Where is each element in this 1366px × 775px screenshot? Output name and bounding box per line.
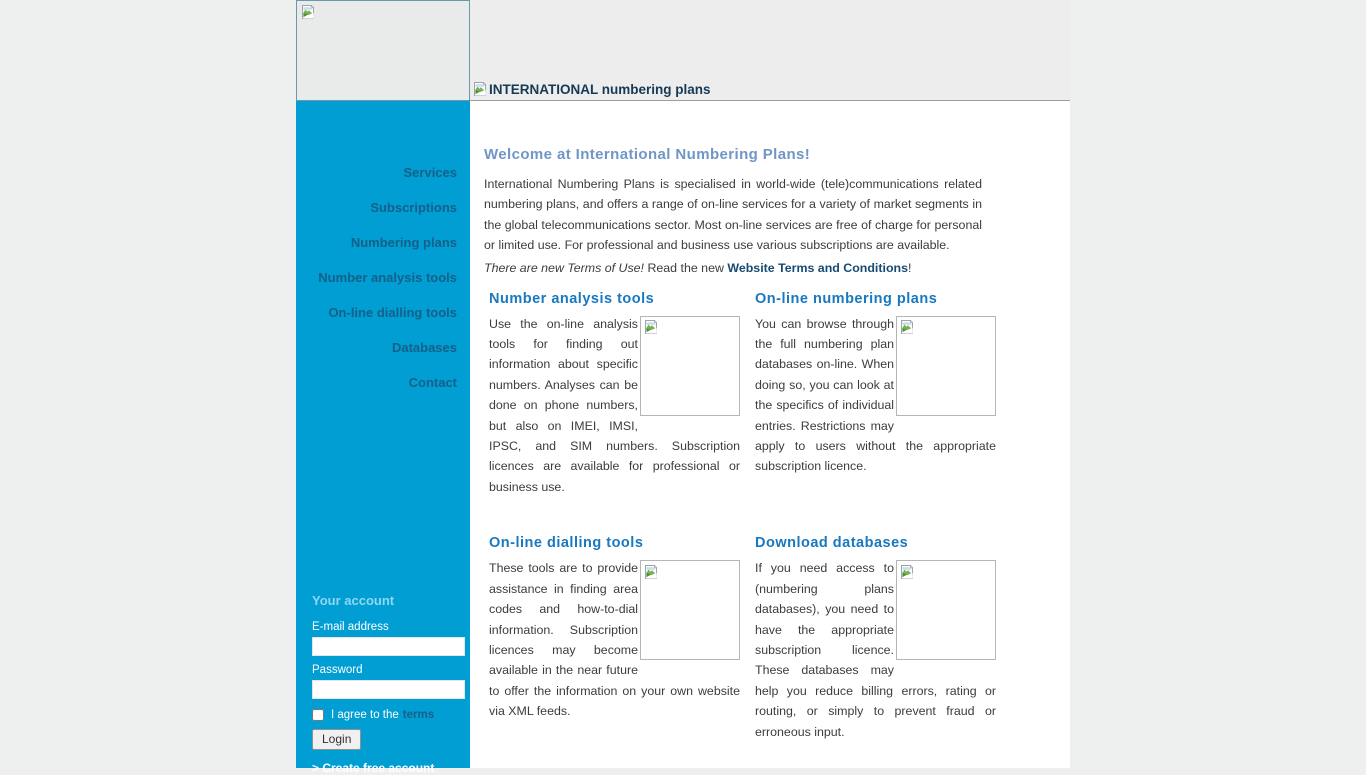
image-placeholder bbox=[640, 560, 740, 660]
broken-image-icon bbox=[643, 564, 659, 580]
section-title[interactable]: Number analysis tools bbox=[489, 290, 655, 307]
sidebar-item-online-dialling-tools[interactable]: On-line dialling tools bbox=[328, 305, 457, 320]
sidebar-item-contact[interactable]: Contact bbox=[408, 375, 457, 390]
terms-notice-suffix: ! bbox=[907, 260, 912, 275]
broken-image-icon bbox=[899, 319, 915, 335]
terms-notice-italic: There are new Terms of Use! bbox=[484, 260, 644, 275]
sidebar-item-number-analysis-tools[interactable]: Number analysis tools bbox=[318, 270, 457, 285]
broken-image-icon bbox=[641, 320, 661, 334]
login-button[interactable]: Login bbox=[312, 729, 361, 750]
account-heading: Your account bbox=[312, 593, 395, 608]
broken-image-icon bbox=[641, 564, 661, 578]
feature-sections bbox=[489, 291, 1070, 742]
section-text: Use the on-line analysis tools for finding out information about specific numbers. Analyses can be done on phone numbers, but also on IMEI, IMSI, IPSC, and SIM numbers. Subscription licences are available for professional or business use. bbox=[489, 316, 740, 494]
broken-image-icon bbox=[897, 564, 917, 578]
sidebar bbox=[296, 101, 470, 775]
terms-agree-row bbox=[312, 709, 465, 721]
website-terms-link[interactable]: Website Terms and Conditions bbox=[727, 260, 908, 275]
intro-paragraph: International Numbering Plans is specialised in world-wide (tele)communications related numbering plans, and offers a range of on-line services for a variety of market segments in the global telecommunications sector. Most on-line services are free of charge for personal or limited use. For professional and business use various subscriptions are available. bbox=[484, 177, 982, 253]
agree-label: I agree to the bbox=[331, 709, 399, 721]
terms-notice-mid: Read the new bbox=[647, 260, 724, 275]
image-placeholder bbox=[896, 560, 996, 660]
section-body bbox=[755, 558, 996, 742]
section-online-dialling-tools bbox=[489, 535, 740, 742]
section-title[interactable]: On-line dialling tools bbox=[489, 535, 644, 552]
create-account-link[interactable]: > Create free account bbox=[312, 761, 435, 775]
main-content bbox=[470, 101, 1070, 768]
broken-image-icon bbox=[899, 564, 915, 580]
header-banner-alt-text: INTERNATIONAL numbering plans bbox=[489, 81, 711, 97]
password-field[interactable] bbox=[312, 680, 465, 699]
section-text: These tools are to provide assistance in finding area codes and how-to-dial information. Subscription licences may become available in the near future to offer the information on your own website via XML feeds. bbox=[489, 561, 740, 719]
section-body bbox=[755, 314, 996, 477]
sidebar-nav bbox=[296, 155, 470, 400]
page-container bbox=[296, 0, 1070, 775]
broken-image-icon bbox=[300, 4, 316, 20]
section-title[interactable]: Download databases bbox=[755, 535, 909, 552]
image-placeholder bbox=[640, 316, 740, 416]
image-placeholder bbox=[896, 316, 996, 416]
terms-checkbox[interactable] bbox=[312, 709, 324, 721]
sidebar-item-subscriptions[interactable]: Subscriptions bbox=[370, 200, 457, 215]
welcome-heading: Welcome at International Numbering Plans! bbox=[484, 146, 811, 163]
section-body bbox=[489, 314, 740, 498]
terms-notice bbox=[484, 261, 1070, 275]
section-online-numbering-plans bbox=[755, 291, 996, 498]
broken-image-icon bbox=[472, 81, 488, 97]
section-title[interactable]: On-line numbering plans bbox=[755, 290, 938, 307]
section-text: You can browse through the full numbering plan databases on-line. When doing so, you can look at the specifics of individual entries. Restrictions may apply to users without the appropriate subscription licence. bbox=[755, 316, 996, 474]
header-banner-image[interactable] bbox=[472, 80, 711, 98]
terms-link[interactable]: terms bbox=[402, 709, 435, 721]
broken-image-icon bbox=[897, 320, 917, 334]
section-download-databases bbox=[755, 535, 996, 742]
section-body bbox=[489, 558, 740, 721]
logo-box bbox=[296, 0, 470, 101]
email-label: E-mail address bbox=[312, 621, 389, 633]
section-text: If you need access to (numbering plans databases), you need to have the appropriate subscription licence. These databases may help you reduce billing errors, rating or routing, or simply to prevent fraud or erroneous input. bbox=[755, 561, 996, 739]
email-field[interactable] bbox=[312, 637, 465, 656]
broken-image-icon bbox=[472, 80, 488, 98]
broken-image-icon bbox=[643, 319, 659, 335]
password-label: Password bbox=[312, 664, 363, 676]
sidebar-item-numbering-plans[interactable]: Numbering plans bbox=[350, 235, 457, 250]
section-number-analysis-tools bbox=[489, 291, 740, 498]
header bbox=[470, 0, 1070, 101]
sidebar-item-services[interactable]: Services bbox=[403, 165, 457, 180]
sidebar-item-databases[interactable]: Databases bbox=[391, 340, 457, 355]
account-login-panel bbox=[312, 593, 465, 775]
